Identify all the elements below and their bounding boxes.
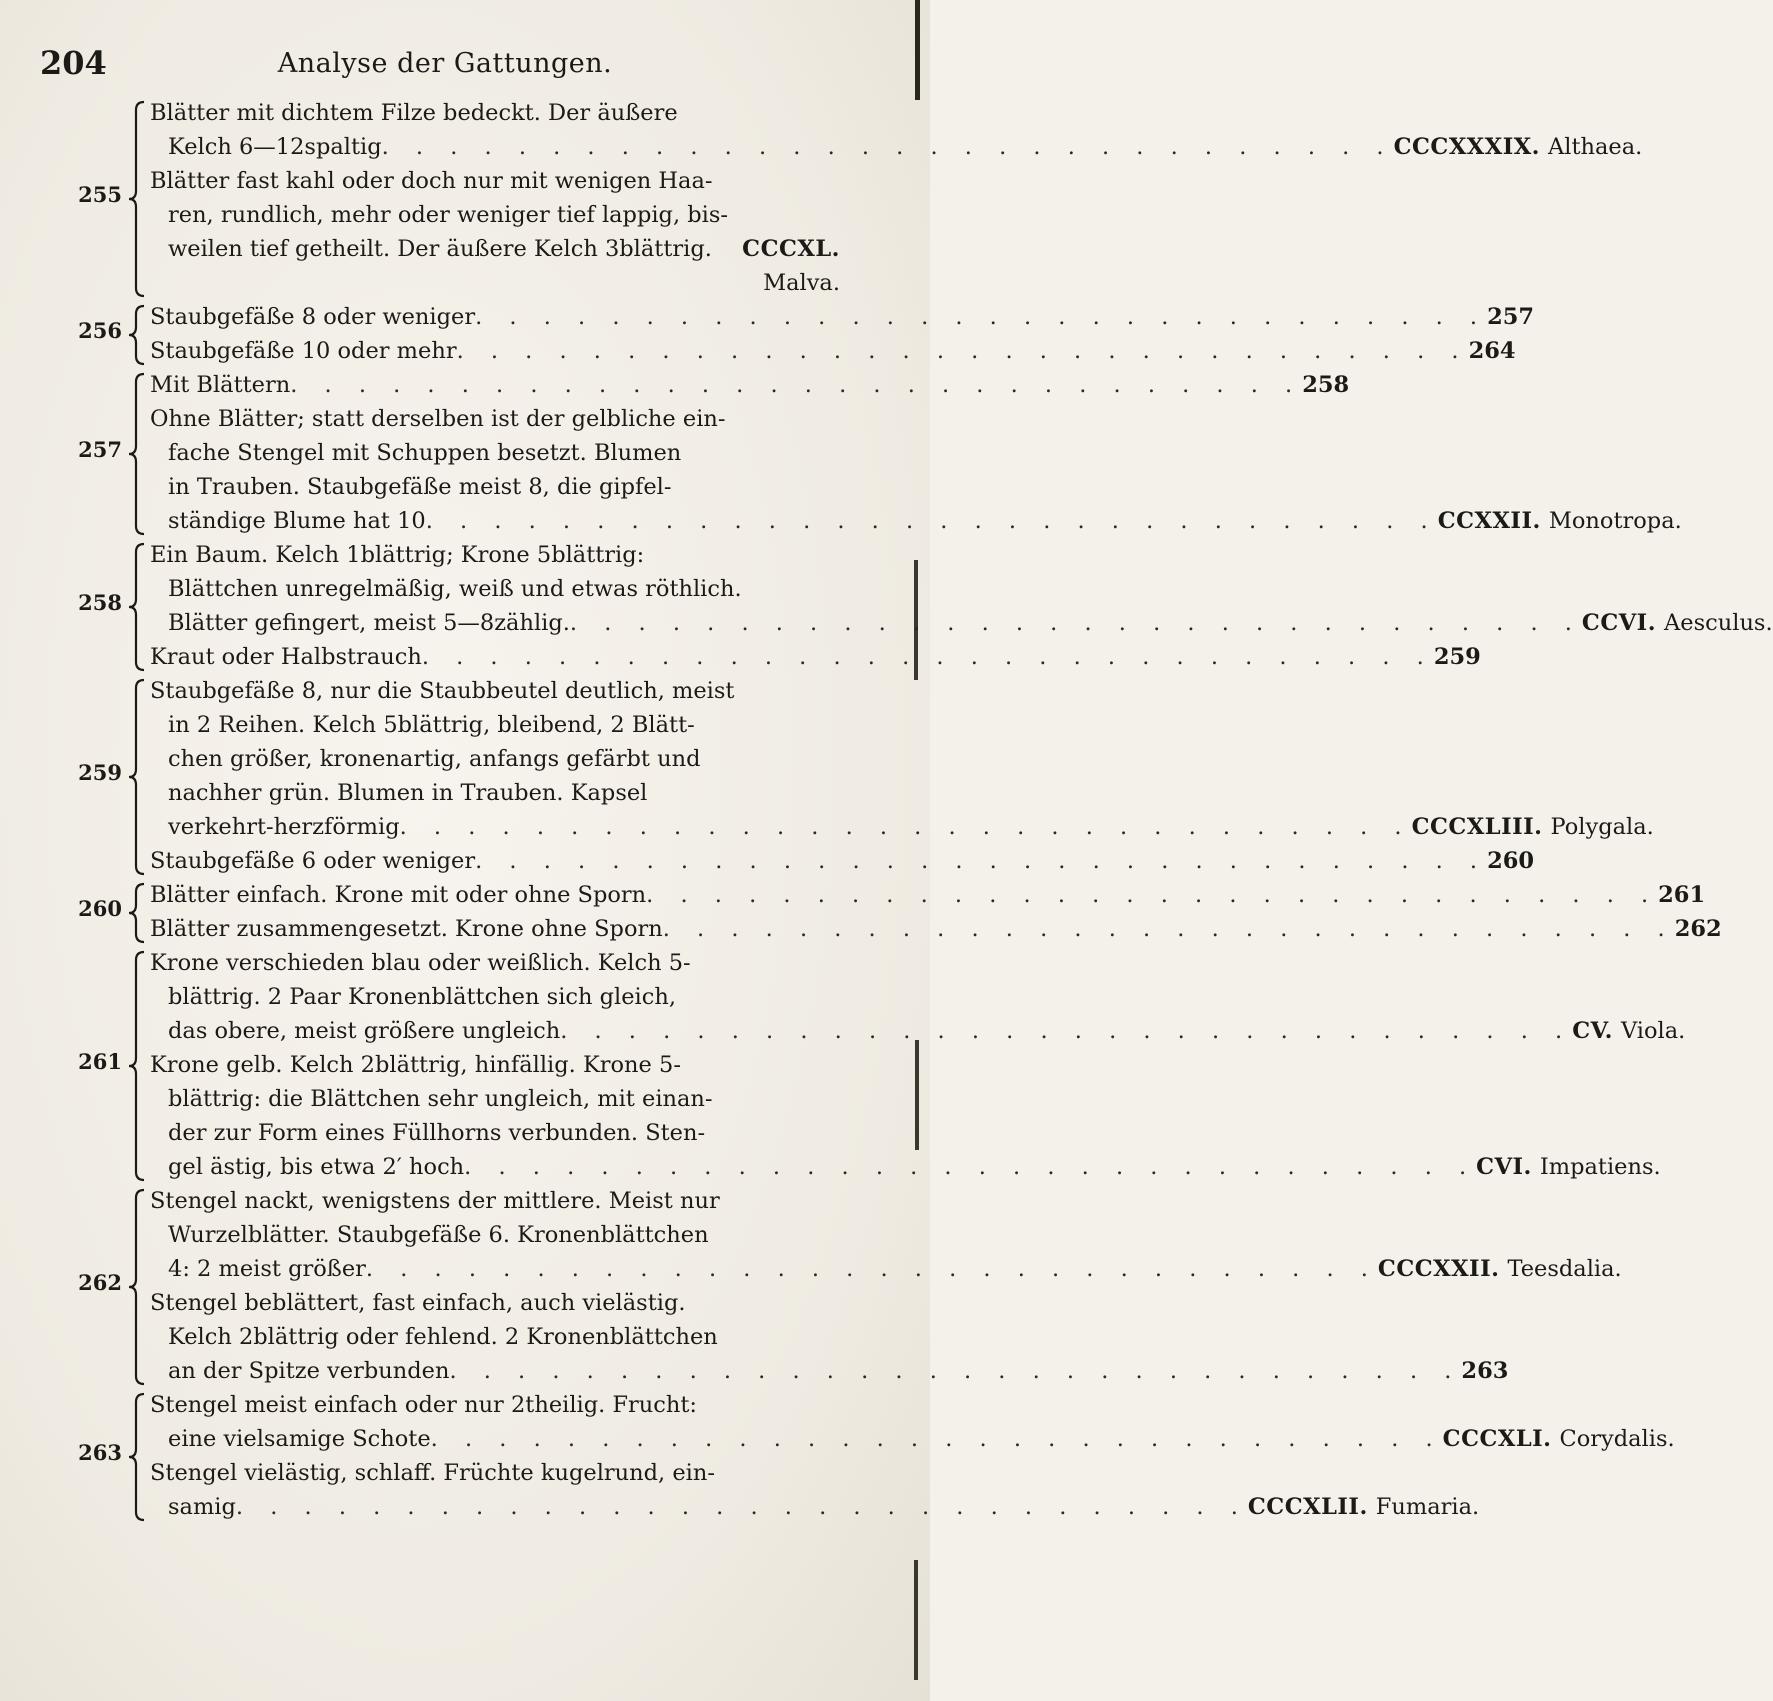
brace-icon bbox=[126, 1188, 148, 1386]
key-line bbox=[150, 334, 1516, 368]
couplet-reference: 260 bbox=[1487, 848, 1535, 874]
genus-name: Impatiens. bbox=[1539, 1154, 1661, 1180]
brace-icon bbox=[126, 304, 148, 366]
couplet-reference: 264 bbox=[1468, 338, 1516, 364]
lead-text: Wurzelblätter. Staubgefäße 6. Kronenblättchen bbox=[168, 1222, 709, 1248]
couplet-reference: 263 bbox=[1461, 1358, 1509, 1384]
genus-number: CVI. bbox=[1476, 1154, 1532, 1180]
dot-leader: . . . . . . . . . . . . . . . . . . . . . . . . . . . . . . bbox=[290, 372, 1303, 398]
key-line bbox=[168, 1218, 840, 1252]
lead-text: an der Spitze verbunden bbox=[168, 1358, 450, 1384]
key-line bbox=[168, 470, 840, 504]
key-line bbox=[150, 640, 1481, 674]
key-line bbox=[150, 1286, 840, 1320]
genus-number: CCCXLII. bbox=[1247, 1494, 1368, 1520]
couplet-reference: 262 bbox=[1674, 916, 1722, 942]
key-line bbox=[150, 878, 1706, 912]
key-line bbox=[168, 504, 1682, 538]
lead-text: Stengel nackt, wenigstens der mittlere. Meist nur bbox=[150, 1188, 720, 1214]
lead-text: nachher grün. Blumen in Trauben. Kapsel bbox=[168, 780, 648, 806]
genus-entry bbox=[1476, 1150, 1661, 1184]
key-line bbox=[168, 436, 840, 470]
lead-text: in 2 Reihen. Kelch 5blättrig, bleibend, 2 Blätt- bbox=[168, 712, 695, 738]
lead-text: Blätter mit dichtem Filze bedeckt. Der äußere bbox=[150, 100, 678, 126]
running-title: Analyse der Gattungen. bbox=[277, 48, 613, 79]
key-line bbox=[168, 606, 1773, 640]
key-line bbox=[168, 980, 840, 1014]
lead-text: Blätter zusammengesetzt. Krone ohne Sporn bbox=[150, 916, 663, 942]
dot-leader: . . . . . . . . . . . . . . . . . . . . . . . . . . . . . . bbox=[662, 916, 1675, 942]
dot-leader: . . . . . . . . . . . . . . . . . . . . . . . . . . . . . . bbox=[235, 1494, 1248, 1520]
dot-leader: . . . . . . . . . . . . . . . . . . . . . . . . . . . . . . bbox=[421, 644, 1434, 670]
genus-number: CCCXXII. bbox=[1377, 1256, 1500, 1282]
genus-number: CCCXL. bbox=[742, 236, 840, 262]
key-line bbox=[168, 130, 1643, 164]
genus-name: Viola. bbox=[1620, 1018, 1686, 1044]
genus-entry bbox=[1582, 606, 1773, 640]
lead-text: Staubgefäße 8 oder weniger bbox=[150, 304, 476, 330]
lead-text: fache Stengel mit Schuppen besetzt. Blumen bbox=[168, 440, 682, 466]
page-edge-shadow bbox=[914, 1560, 918, 1680]
lead-text: eine vielsamige Schote bbox=[168, 1426, 431, 1452]
key-line bbox=[150, 368, 1350, 402]
couplet-reference: 258 bbox=[1302, 372, 1350, 398]
dot-leader: . . . . . . . . . . . . . . . . . . . . . . . . . . . . . . bbox=[464, 1154, 1477, 1180]
genus-entry bbox=[1248, 1490, 1479, 1524]
genus-name: Polygala. bbox=[1550, 814, 1654, 840]
couplet-number: 259 bbox=[78, 760, 122, 785]
genus-number: CV. bbox=[1572, 1018, 1613, 1044]
genus-number: CCXXII. bbox=[1437, 508, 1541, 534]
lead-text: Kelch 6—12spaltig bbox=[168, 134, 382, 160]
genus-name: Althaea. bbox=[1548, 134, 1643, 160]
dot-leader: . . . . . . . . . . . . . . . . . . . . . . . . . . . . . . bbox=[475, 848, 1488, 874]
key-line bbox=[168, 266, 840, 300]
key-line bbox=[168, 232, 840, 266]
key-line bbox=[150, 1184, 840, 1218]
lead-text: Blätter gefingert, meist 5—8zählig. bbox=[168, 610, 570, 636]
couplet-number: 256 bbox=[78, 318, 122, 343]
brace-icon bbox=[126, 882, 148, 944]
key-line bbox=[168, 1320, 840, 1354]
couplet-number: 263 bbox=[78, 1440, 122, 1465]
page-edge-shadow bbox=[915, 1040, 919, 1150]
lead-text: Blätter einfach. Krone mit oder ohne Sporn bbox=[150, 882, 647, 908]
lead-text: gel ästig, bis etwa 2′ hoch bbox=[168, 1154, 465, 1180]
lead-text: verkehrt-herzförmig bbox=[168, 814, 400, 840]
genus-name: Teesdalia. bbox=[1507, 1256, 1622, 1282]
lead-text: Stengel vielästig, schlaff. Früchte kugelrund, ein- bbox=[150, 1460, 715, 1486]
lead-text: weilen tief getheilt. Der äußere Kelch 3blättrig. bbox=[168, 236, 712, 262]
lead-text: blättrig. 2 Paar Kronenblättchen sich gleich, bbox=[168, 984, 676, 1010]
lead-text: Mit Blättern bbox=[150, 372, 291, 398]
key-line bbox=[150, 538, 840, 572]
lead-text: ren, rundlich, mehr oder weniger tief lappig, bis- bbox=[168, 202, 729, 228]
key-line bbox=[150, 946, 840, 980]
couplet-reference: 257 bbox=[1487, 304, 1535, 330]
lead-text: Krone gelb. Kelch 2blättrig, hinfällig. Krone 5- bbox=[150, 1052, 681, 1078]
key-line bbox=[168, 1014, 1686, 1048]
genus-name: Aesculus. bbox=[1664, 610, 1773, 636]
genus-number: CCCXXXIX. bbox=[1393, 134, 1541, 160]
key-line bbox=[150, 164, 840, 198]
couplet-reference: 259 bbox=[1433, 644, 1481, 670]
key-line bbox=[168, 1490, 1480, 1524]
key-line bbox=[150, 674, 840, 708]
genus-name: Fumaria. bbox=[1375, 1494, 1480, 1520]
brace-icon bbox=[126, 950, 148, 1182]
lead-text: Staubgefäße 6 oder weniger bbox=[150, 848, 476, 874]
lead-text: Ein Baum. Kelch 1blättrig; Krone 5blättrig: bbox=[150, 542, 645, 568]
dot-leader: . . . . . . . . . . . . . . . . . . . . . . . . . . . . . . bbox=[430, 1426, 1443, 1452]
lead-text: Ohne Blätter; statt derselben ist der gelbliche ein- bbox=[150, 406, 726, 432]
dot-leader: . . . . . . . . . . . . . . . . . . . . . . . . . . . . . . bbox=[475, 304, 1488, 330]
genus-name: Malva. bbox=[763, 270, 840, 296]
key-line bbox=[150, 912, 1722, 946]
lead-text: Kelch 2blättrig oder fehlend. 2 Kronenblättchen bbox=[168, 1324, 718, 1350]
genus-name: Monotropa. bbox=[1548, 508, 1682, 534]
lead-text: Stengel meist einfach oder nur 2theilig. Frucht: bbox=[150, 1392, 697, 1418]
key-line bbox=[168, 1082, 840, 1116]
dot-leader: . . . . . . . . . . . . . . . . . . . . . . . . . . . . . . bbox=[449, 1358, 1462, 1384]
key-line bbox=[168, 1116, 840, 1150]
lead-text: Kraut oder Halbstrauch bbox=[150, 644, 422, 670]
key-line bbox=[150, 96, 840, 130]
genus-entry bbox=[1438, 504, 1682, 538]
genus-entry bbox=[1412, 810, 1654, 844]
lead-text: blättrig: die Blättchen sehr ungleich, mit einan- bbox=[168, 1086, 713, 1112]
lead-text: Blätter fast kahl oder doch nur mit wenigen Haa- bbox=[150, 168, 713, 194]
key-line bbox=[150, 300, 1535, 334]
genus-name: Corydalis. bbox=[1559, 1426, 1675, 1452]
key-line bbox=[168, 1354, 1509, 1388]
lead-text: Staubgefäße 8, nur die Staubbeutel deutlich, meist bbox=[150, 678, 735, 704]
couplet-number: 262 bbox=[78, 1270, 122, 1295]
key-line bbox=[150, 1048, 840, 1082]
dot-leader: . . . . . . . . . . . . . . . . . . . . . . . . . . . . . . bbox=[365, 1256, 1378, 1282]
couplet-number: 260 bbox=[78, 896, 122, 921]
key-line bbox=[150, 844, 1535, 878]
lead-text: das obere, meist größere ungleich bbox=[168, 1018, 561, 1044]
key-line bbox=[168, 572, 840, 606]
key-line bbox=[168, 776, 840, 810]
genus-number: CCVI. bbox=[1581, 610, 1657, 636]
couplet-number: 258 bbox=[78, 590, 122, 615]
lead-text: der zur Form eines Füllhorns verbunden. Sten- bbox=[168, 1120, 706, 1146]
couplet-number: 255 bbox=[78, 182, 122, 207]
dot-leader: . . . . . . . . . . . . . . . . . . . . . . . . . . . . . . bbox=[425, 508, 1438, 534]
genus-entry bbox=[1378, 1252, 1622, 1286]
genus-number: CCCXLIII. bbox=[1411, 814, 1543, 840]
key-line bbox=[168, 198, 840, 232]
genus-entry bbox=[1443, 1422, 1675, 1456]
lead-text: Staubgefäße 10 oder mehr bbox=[150, 338, 457, 364]
brace-icon bbox=[126, 1392, 148, 1522]
key-line bbox=[150, 1456, 840, 1490]
page-number: 204 bbox=[40, 44, 107, 82]
key-line bbox=[168, 708, 840, 742]
lead-text: chen größer, kronenartig, anfangs gefärbt und bbox=[168, 746, 701, 772]
couplet-number: 257 bbox=[78, 437, 122, 462]
page-header bbox=[40, 40, 850, 90]
brace-icon bbox=[126, 678, 148, 876]
dot-leader: . . . . . . . . . . . . . . . . . . . . . . . . . . . . . . bbox=[569, 610, 1582, 636]
dot-leader: . . . . . . . . . . . . . . . . . . . . . . . . . . . . . . bbox=[560, 1018, 1573, 1044]
lead-text: Blättchen unregelmäßig, weiß und etwas röthlich. bbox=[168, 576, 742, 602]
genus-entry bbox=[1572, 1014, 1685, 1048]
page-edge-shadow bbox=[915, 0, 920, 100]
dot-leader: . . . . . . . . . . . . . . . . . . . . . . . . . . . . . . bbox=[399, 814, 1412, 840]
key-line bbox=[168, 1422, 1675, 1456]
couplet-reference: 261 bbox=[1658, 882, 1706, 908]
lead-text: samig bbox=[168, 1494, 236, 1520]
lead-text: Krone verschieden blau oder weißlich. Kelch 5- bbox=[150, 950, 691, 976]
lead-text: ständige Blume hat 10 bbox=[168, 508, 426, 534]
key-line bbox=[168, 1252, 1622, 1286]
key-line bbox=[150, 1388, 840, 1422]
lead-text: in Trauben. Staubgefäße meist 8, die gipfel- bbox=[168, 474, 672, 500]
dot-leader: . . . . . . . . . . . . . . . . . . . . . . . . . . . . . . bbox=[646, 882, 1659, 908]
key-line bbox=[168, 742, 840, 776]
dot-leader: . . . . . . . . . . . . . . . . . . . . . . . . . . . . . . bbox=[381, 134, 1394, 160]
lead-text: Stengel beblättert, fast einfach, auch vielästig. bbox=[150, 1290, 686, 1316]
brace-icon bbox=[126, 542, 148, 672]
genus-entry bbox=[1394, 130, 1643, 164]
dot-leader: . . . . . . . . . . . . . . . . . . . . . . . . . . . . . . bbox=[456, 338, 1469, 364]
key-line bbox=[168, 810, 1654, 844]
genus-number: CCCXLI. bbox=[1442, 1426, 1552, 1452]
lead-text: 4: 2 meist größer bbox=[168, 1256, 366, 1282]
key-line bbox=[150, 402, 840, 436]
couplet-number: 261 bbox=[78, 1049, 122, 1074]
key-line bbox=[168, 1150, 1661, 1184]
brace-icon bbox=[126, 100, 148, 298]
brace-icon bbox=[126, 372, 148, 536]
